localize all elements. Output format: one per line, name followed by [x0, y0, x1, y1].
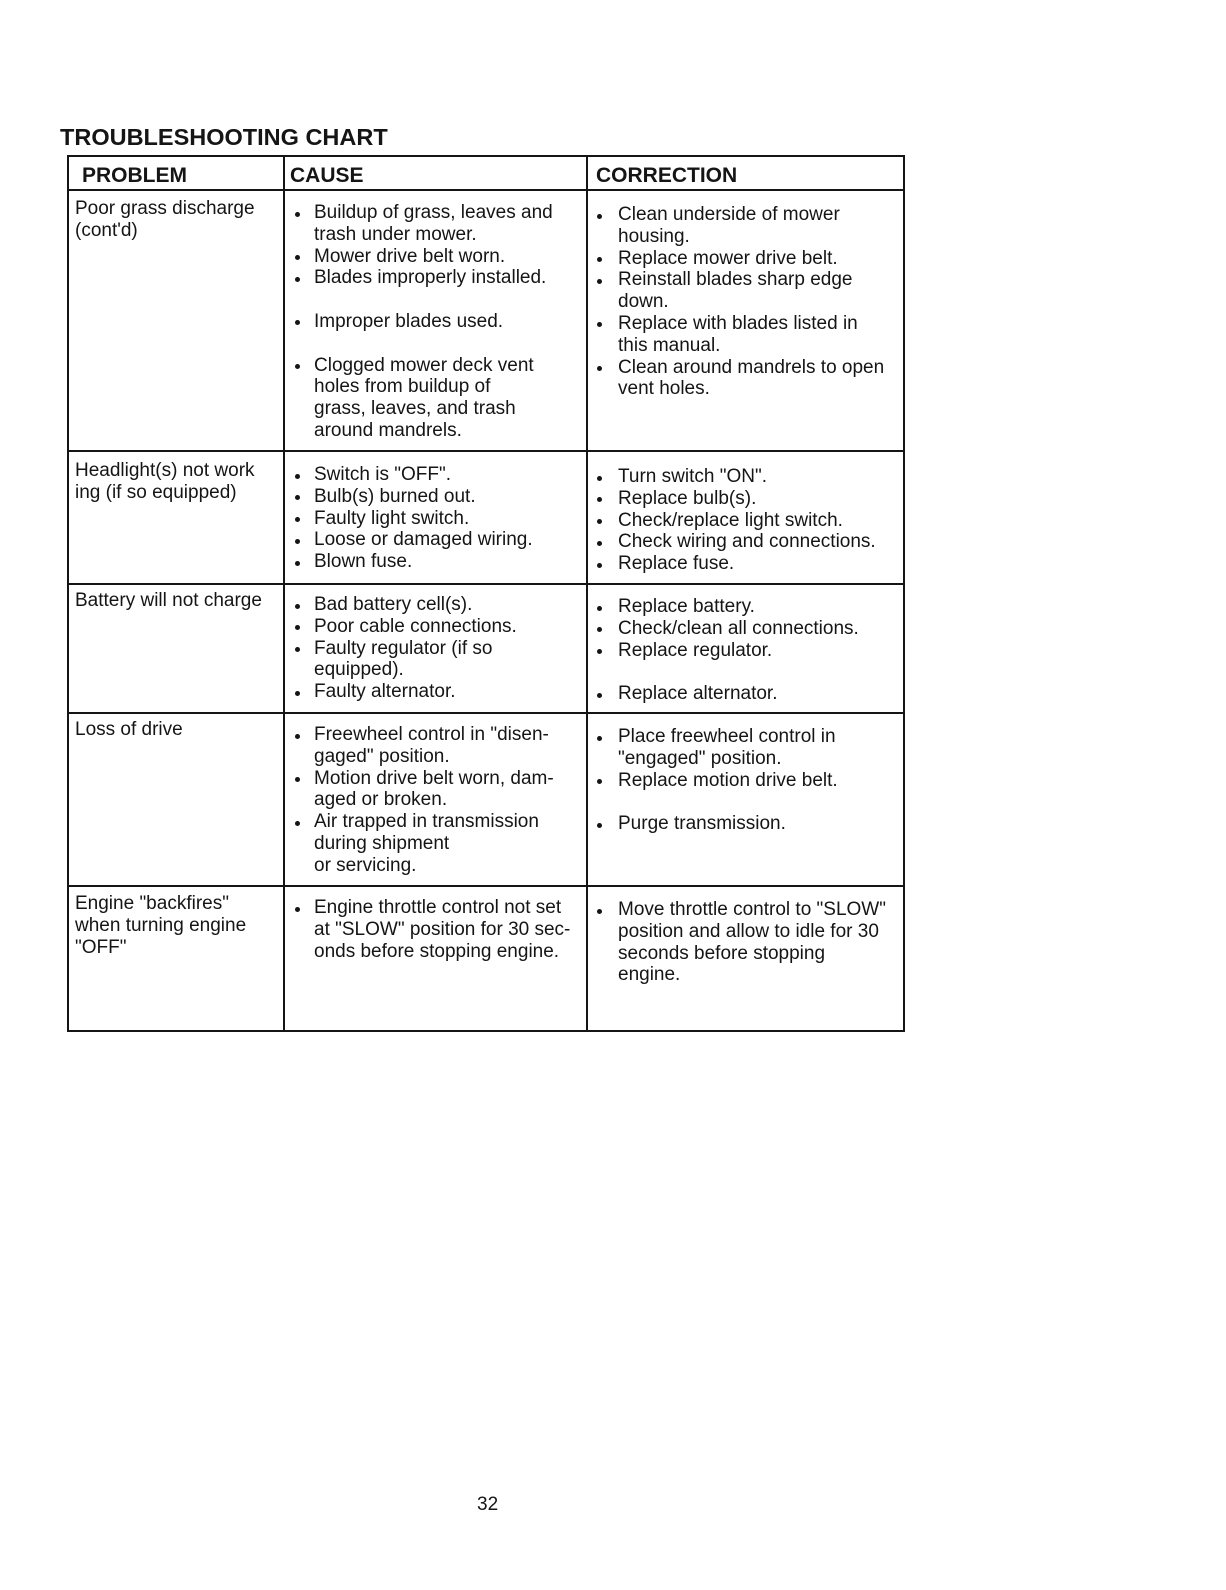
- correction-item: [596, 726, 896, 770]
- problem-cell: [75, 590, 275, 612]
- troubleshooting-table: [67, 155, 905, 1032]
- bullet-icon: [597, 497, 602, 502]
- correction-text: engine.: [618, 964, 681, 986]
- cause-item: [294, 267, 579, 289]
- correction-text: "engaged" position.: [618, 747, 782, 769]
- cause-text: aged or broken.: [314, 789, 448, 811]
- table-header-problem: PROBLEM: [82, 164, 187, 187]
- correction-item: [596, 488, 896, 510]
- correction-item: [596, 531, 896, 553]
- problem-text: Poor grass discharge: [75, 198, 255, 219]
- correction-item: [596, 813, 896, 835]
- problem-cell: [75, 198, 275, 242]
- cause-text: Clogged mower deck vent: [314, 354, 534, 376]
- problem-cell: [75, 460, 275, 504]
- bullet-icon: [597, 257, 602, 262]
- table-header-row: [67, 155, 905, 190]
- correction-cell: [596, 899, 896, 986]
- correction-item: [596, 357, 896, 401]
- cause-cell: [294, 594, 579, 703]
- cause-text: Blown fuse.: [314, 551, 413, 573]
- cause-item: [294, 202, 579, 246]
- cause-item: [294, 724, 579, 768]
- cause-text: Loose or damaged wiring.: [314, 529, 533, 551]
- correction-text: vent holes.: [618, 378, 710, 400]
- cause-cell: [294, 202, 579, 442]
- correction-text: Replace fuse.: [618, 553, 735, 575]
- bullet-icon: [597, 322, 602, 327]
- correction-text: Replace battery.: [618, 596, 755, 617]
- table-row: [67, 713, 905, 886]
- cause-item: [294, 768, 579, 812]
- bullet-icon: [295, 474, 300, 479]
- bullet-icon: [295, 907, 300, 912]
- correction-item: [596, 770, 896, 792]
- cause-text: at "SLOW" position for 30 sec-: [314, 918, 571, 940]
- bullet-icon: [295, 561, 300, 566]
- correction-cell: [596, 204, 896, 400]
- correction-cell: [596, 466, 896, 575]
- correction-text: Replace with blades listed in: [618, 312, 858, 334]
- cause-item: [294, 486, 579, 508]
- correction-item: [596, 683, 896, 705]
- bullet-icon: [295, 539, 300, 544]
- bullet-icon: [295, 517, 300, 522]
- problem-cell: [75, 719, 275, 741]
- cause-item: [294, 594, 579, 616]
- bullet-icon: [295, 255, 300, 260]
- cause-item: [294, 638, 579, 682]
- correction-text: Reinstall blades sharp edge: [618, 269, 853, 291]
- cause-item: [294, 529, 579, 551]
- cause-text: gaged" position.: [314, 745, 450, 767]
- bullet-icon: [597, 214, 602, 219]
- correction-cell: [596, 726, 896, 835]
- cause-cell: [294, 897, 579, 962]
- cause-text: during shipment: [314, 832, 450, 854]
- cause-item: [294, 616, 579, 638]
- bullet-icon: [295, 495, 300, 500]
- bullet-icon: [295, 277, 300, 282]
- correction-item: [596, 618, 896, 640]
- cause-text: onds before stopping engine.: [314, 940, 560, 962]
- correction-item: [596, 466, 896, 488]
- correction-text: Clean around mandrels to open: [618, 356, 885, 378]
- bullet-icon: [295, 691, 300, 696]
- bullet-icon: [295, 647, 300, 652]
- bullet-icon: [295, 777, 300, 782]
- bullet-icon: [597, 606, 602, 611]
- bullet-icon: [295, 320, 300, 325]
- correction-item: [596, 313, 896, 357]
- correction-text: Check wiring and connections.: [618, 531, 876, 553]
- cause-text: Poor cable connections.: [314, 615, 517, 637]
- correction-text: this manual.: [618, 334, 721, 356]
- cause-text: Faulty regulator (if so: [314, 637, 493, 659]
- problem-text: Engine "backfires": [75, 893, 229, 914]
- bullet-icon: [295, 625, 300, 630]
- problem-text: when turning engine: [75, 914, 247, 936]
- cause-text: trash under mower.: [314, 223, 477, 245]
- correction-text: Move throttle control to "SLOW": [618, 899, 886, 920]
- cause-text: around mandrels.: [314, 419, 462, 441]
- cause-text: Mower drive belt worn.: [314, 245, 506, 267]
- cause-text: Buildup of grass, leaves and: [314, 202, 553, 223]
- cause-item: [294, 897, 579, 962]
- bullet-icon: [597, 627, 602, 632]
- problem-cell: [75, 893, 275, 958]
- bullet-icon: [597, 563, 602, 568]
- correction-cell: [596, 596, 896, 705]
- problem-text: (cont'd): [75, 219, 138, 241]
- bullet-icon: [295, 734, 300, 739]
- cause-cell: [294, 724, 579, 877]
- bullet-icon: [295, 364, 300, 369]
- table-header-cause: CAUSE: [290, 164, 364, 187]
- correction-text: Replace alternator.: [618, 683, 778, 705]
- cause-text: Bulb(s) burned out.: [314, 485, 476, 507]
- table-header-correction: CORRECTION: [596, 164, 738, 187]
- cause-item: [294, 246, 579, 268]
- correction-text: Check/replace light switch.: [618, 509, 843, 531]
- cause-text: Improper blades used.: [314, 310, 504, 332]
- cause-text: Engine throttle control not set: [314, 897, 562, 918]
- correction-text: seconds before stopping: [618, 942, 826, 964]
- bullet-icon: [597, 476, 602, 481]
- page-number: 32: [477, 1494, 499, 1515]
- bullet-icon: [597, 279, 602, 284]
- correction-item: [596, 899, 896, 986]
- cause-item: [294, 508, 579, 530]
- correction-text: housing.: [618, 225, 690, 247]
- cause-text: or servicing.: [314, 854, 417, 876]
- correction-text: Replace mower drive belt.: [618, 247, 838, 269]
- correction-text: Replace motion drive belt.: [618, 769, 838, 791]
- bullet-icon: [597, 823, 602, 828]
- correction-item: [596, 204, 896, 248]
- table-row: [67, 584, 905, 713]
- correction-text: Turn switch "ON".: [618, 466, 767, 487]
- correction-item: [596, 640, 896, 662]
- bullet-icon: [597, 779, 602, 784]
- cause-item: [294, 311, 579, 333]
- problem-text: "OFF": [75, 936, 127, 958]
- bullet-icon: [597, 541, 602, 546]
- problem-text: Headlight(s) not work: [75, 460, 255, 481]
- cause-item: [294, 355, 579, 442]
- cause-item: [294, 551, 579, 573]
- cause-text: grass, leaves, and trash: [314, 398, 516, 420]
- correction-text: Clean underside of mower: [618, 204, 840, 225]
- page-title: TROUBLESHOOTING CHART: [60, 124, 388, 150]
- correction-text: Place freewheel control in: [618, 726, 836, 747]
- cause-text: holes from buildup of: [314, 376, 491, 398]
- cause-text: equipped).: [314, 659, 404, 681]
- bullet-icon: [597, 693, 602, 698]
- table-row: [67, 190, 905, 451]
- cause-text: Bad battery cell(s).: [314, 594, 473, 615]
- problem-text: Battery will not charge: [75, 590, 262, 611]
- bullet-icon: [597, 519, 602, 524]
- cause-text: Freewheel control in "disen-: [314, 724, 549, 745]
- correction-item: [596, 510, 896, 532]
- table-row: [67, 451, 905, 584]
- bullet-icon: [597, 909, 602, 914]
- cause-item: [294, 811, 579, 876]
- bullet-icon: [295, 821, 300, 826]
- correction-text: Check/clean all connections.: [618, 617, 859, 639]
- bullet-icon: [597, 736, 602, 741]
- bullet-icon: [597, 649, 602, 654]
- correction-item: [596, 248, 896, 270]
- bullet-icon: [597, 366, 602, 371]
- table-row: [67, 886, 905, 1032]
- bullet-icon: [295, 212, 300, 217]
- correction-item: [596, 269, 896, 313]
- correction-item: [596, 596, 896, 618]
- cause-item: [294, 681, 579, 703]
- problem-text: ing (if so equipped): [75, 481, 237, 503]
- correction-text: Replace bulb(s).: [618, 487, 757, 509]
- correction-text: Purge transmission.: [618, 813, 786, 835]
- correction-text: position and allow to idle for 30: [618, 920, 879, 942]
- correction-text: down.: [618, 291, 669, 313]
- cause-text: Faulty alternator.: [314, 681, 456, 703]
- cause-text: Air trapped in transmission: [314, 811, 539, 833]
- cause-item: [294, 464, 579, 486]
- problem-text: Loss of drive: [75, 719, 183, 740]
- bullet-icon: [295, 604, 300, 609]
- cause-text: Switch is "OFF".: [314, 464, 451, 485]
- cause-text: Faulty light switch.: [314, 507, 470, 529]
- correction-text: Replace regulator.: [618, 639, 773, 661]
- cause-text: Motion drive belt worn, dam-: [314, 767, 554, 789]
- cause-cell: [294, 464, 579, 573]
- correction-item: [596, 553, 896, 575]
- cause-text: Blades improperly installed.: [314, 267, 547, 289]
